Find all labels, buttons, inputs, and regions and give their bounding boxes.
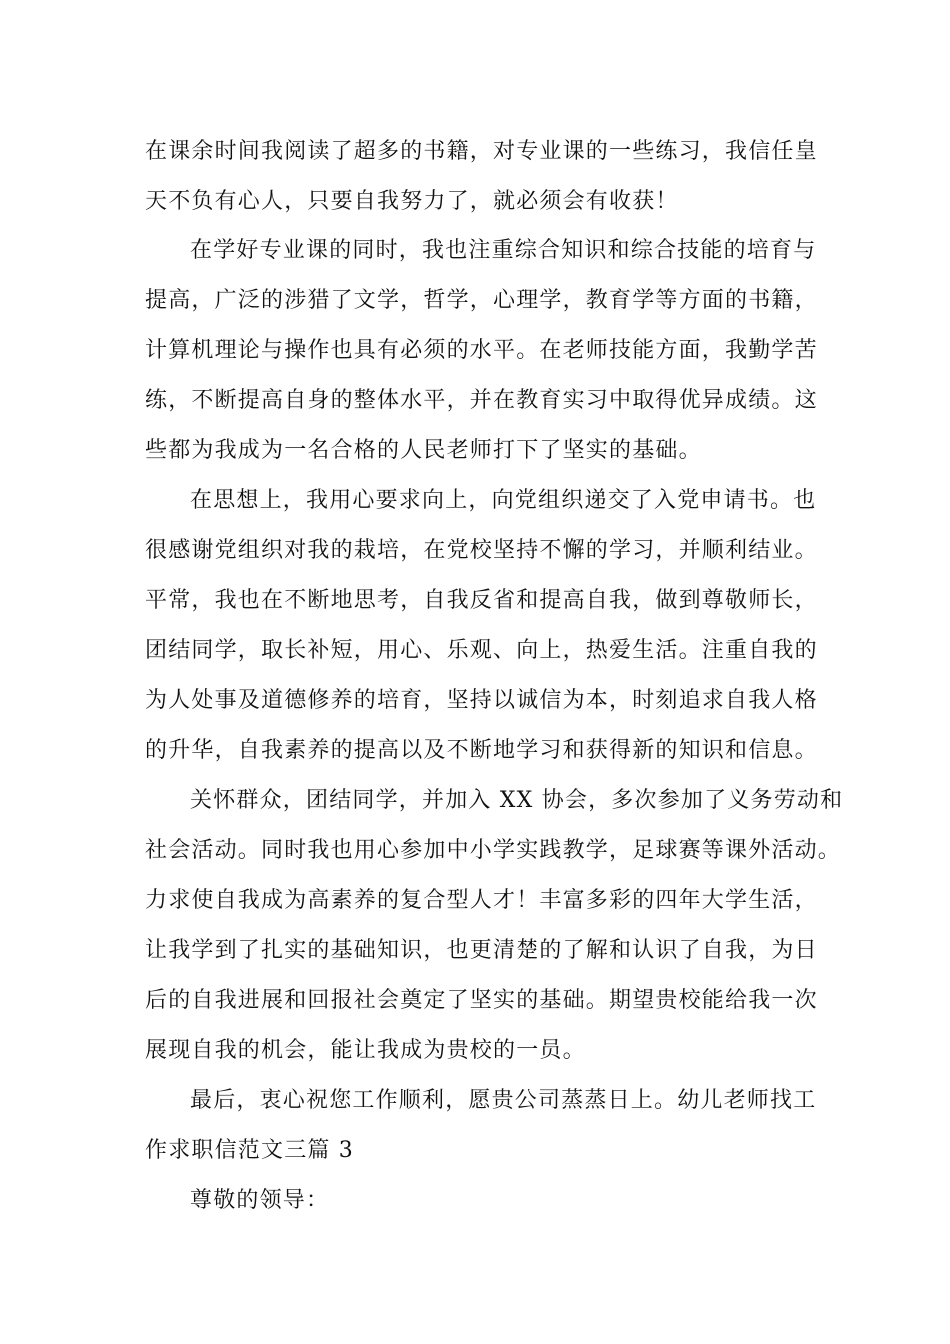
- text-line: 练，不断提高自身的整体水平，并在教育实习中取得优异成绩。这: [145, 388, 818, 413]
- salutation: 尊敬的领导：: [190, 1188, 330, 1213]
- text-line: 后的自我进展和回报社会奠定了坚实的基础。期望贵校能给我一次: [145, 988, 818, 1013]
- text-line: 展现自我的机会，能让我成为贵校的一员。: [145, 1038, 586, 1063]
- text-line: 平常，我也在不断地思考，自我反省和提高自我，做到尊敬师长，: [145, 588, 818, 613]
- paragraph-first-line: 关怀群众，团结同学，并加入 XX 协会，多次参加了义务劳动和: [190, 788, 844, 813]
- text-line: 作求职信范文三篇 3: [145, 1138, 354, 1163]
- text-line: 很感谢党组织对我的栽培，在党校坚持不懈的学习，并顺利结业。: [145, 538, 818, 563]
- text-line: 些都为我成为一名合格的人民老师打下了坚实的基础。: [145, 438, 702, 463]
- text-line: 团结同学，取长补短，用心、乐观、向上，热爱生活。注重自我的: [145, 638, 818, 663]
- text-line: 社会活动。同时我也用心参加中小学实践教学，足球赛等课外活动。: [145, 838, 842, 863]
- text-line: 计算机理论与操作也具有必须的水平。在老师技能方面，我勤学苦: [145, 338, 818, 363]
- text-line: 为人处事及道德修养的培育，坚持以诚信为本，时刻追求自我人格: [145, 688, 818, 713]
- text-line: 在课余时间我阅读了超多的书籍，对专业课的一些练习，我信任皇: [145, 139, 818, 164]
- text-line: 的升华，自我素养的提高以及不断地学习和获得新的知识和信息。: [145, 738, 818, 763]
- text-line: 提高，广泛的涉猎了文学，哲学，心理学，教育学等方面的书籍，: [145, 288, 818, 313]
- paragraph-first-line: 在思想上，我用心要求向上，向党组织递交了入党申请书。也: [190, 488, 817, 513]
- text-line: 天不负有心人，只要自我努力了，就必须会有收获！: [145, 189, 679, 214]
- text-line: 力求使自我成为高素养的复合型人才！丰富多彩的四年大学生活，: [145, 888, 818, 913]
- paragraph-first-line: 在学好专业课的同时，我也注重综合知识和综合技能的培育与: [190, 238, 817, 263]
- text-line: 让我学到了扎实的基础知识，也更清楚的了解和认识了自我，为日: [145, 938, 818, 963]
- paragraph-first-line: 最后，衷心祝您工作顺利，愿贵公司蒸蒸日上。幼儿老师找工: [190, 1088, 817, 1113]
